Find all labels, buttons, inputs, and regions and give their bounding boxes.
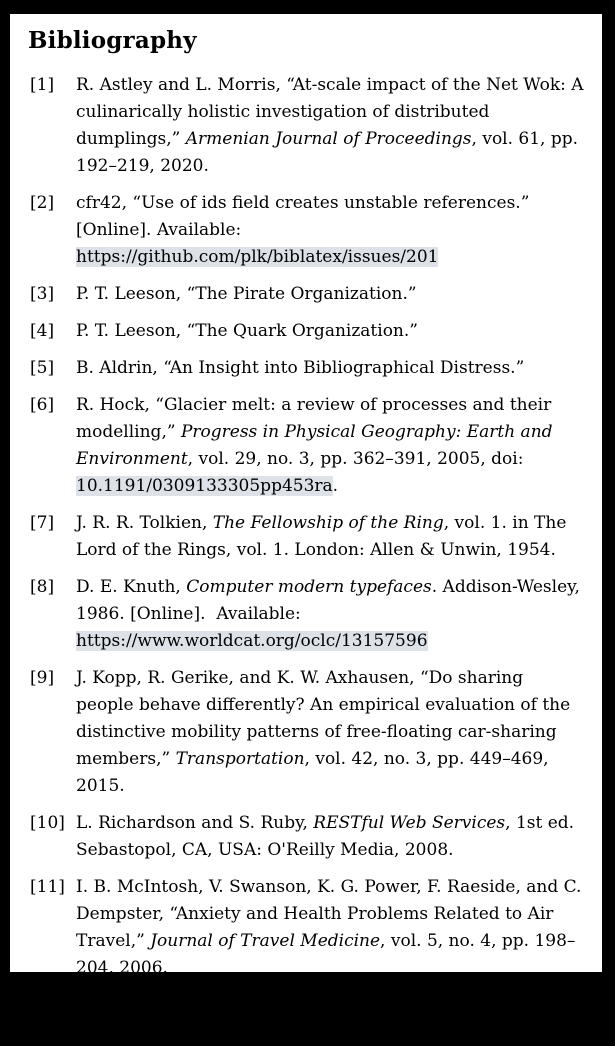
- reference-text: , 1st ed. Sebastopol, CA, USA: O'Reilly Media, 2008.: [76, 813, 580, 860]
- entry-number: [9]: [30, 668, 55, 688]
- entry-text: [76, 510, 584, 564]
- reference-text: R. Hock, “Glacier melt: a review of processes and their modelling,”: [76, 395, 557, 442]
- reference-text: P. T. Leeson, “The Pirate Organization.”: [76, 284, 417, 304]
- reference-text: , vol. 1. in The Lord of the Rings, vol. 1. London: Allen & Unwin, 1954.: [76, 513, 572, 560]
- entry-number: [8]: [30, 577, 55, 597]
- bibliography-entry: [30, 318, 588, 345]
- entry-text: [76, 281, 584, 308]
- reference-title-italic: Armenian Journal of Proceedings: [185, 129, 472, 149]
- bibliography-entry: [30, 392, 588, 500]
- bibliography-entry: [30, 810, 588, 864]
- entry-text: [76, 318, 584, 345]
- entry-number: [11]: [30, 877, 65, 897]
- entry-number: [4]: [30, 321, 55, 341]
- reference-title-italic: The Fellowship of the Ring: [212, 513, 444, 533]
- entry-text: [76, 810, 584, 864]
- entry-text: [76, 992, 584, 1046]
- bibliography-entry: [30, 992, 588, 1046]
- entry-text: [76, 72, 589, 180]
- reference-text: , vol. 61, pp. 192–219, 2020.: [76, 129, 584, 176]
- bibliography-entry: [30, 574, 588, 655]
- entry-text: [76, 665, 584, 800]
- reference-text: J. Kopp, R. Gerike, and K. W. Axhausen, “Do sharing people behave differently? An empirical evaluation of the distinctive mobility patterns of free-floating car-sharing members,”: [76, 668, 576, 769]
- bibliography-entry: [30, 190, 588, 271]
- bibliography-entry: [30, 510, 588, 564]
- reference-title-italic: Journal of Travel Medicine: [150, 931, 381, 951]
- reference-text: .: [332, 476, 339, 496]
- reference-title-italic: RESTful Web Services: [313, 813, 506, 833]
- entry-text: [76, 355, 584, 382]
- bibliography-entry: [30, 355, 588, 382]
- reference-text: , vol. 29, no. 3, pp. 362–391, 2005, doi:: [187, 449, 529, 469]
- reference-text: L. Richardson and S. Ruby,: [76, 813, 314, 833]
- reference-title-italic: Transportation: [175, 749, 305, 769]
- reference-text: . Addison-Wesley, 1986. [Online]. Available:: [76, 577, 586, 624]
- reference-text: D. E. Knuth,: [76, 577, 187, 597]
- reference-text: cfr42, “Use of ids field creates unstable references.” [Online]. Available:: [76, 193, 535, 240]
- page-title: Bibliography: [28, 27, 197, 54]
- entry-number: [5]: [30, 358, 55, 378]
- bibliography-entry: [30, 665, 588, 800]
- document-page: [10, 14, 602, 1042]
- reference-text: R. Astley and L. Morris, “At-scale impact of the Net Wok: A culinarically holistic investigation of distributed dumplings,”: [76, 75, 589, 149]
- reference-title-italic: The psychology of selling and advertising: [168, 995, 527, 1015]
- reference-text: E. Strong,: [76, 995, 169, 1015]
- reference-link[interactable]: https://www.worldcat.org/oclc/13157596: [76, 631, 428, 651]
- entry-text: [76, 392, 584, 500]
- entry-number: [6]: [30, 395, 55, 415]
- reference-title-italic: Computer modern typefaces: [186, 577, 432, 597]
- bibliography-entry: [30, 874, 588, 982]
- entry-number: [3]: [30, 284, 55, 304]
- entry-number: [1]: [30, 75, 55, 95]
- bibliography-entry: [30, 72, 588, 180]
- reference-title-italic: Progress in Physical Geography: Earth and Environment: [76, 422, 558, 469]
- entry-number: [10]: [30, 813, 65, 833]
- reference-link[interactable]: https://github.com/plk/biblatex/issues/201: [76, 247, 439, 267]
- reference-text: , vol. 5, no. 4, pp. 198–204, 2006.: [76, 931, 576, 978]
- bibliography-entry: [30, 281, 588, 308]
- entry-number: [2]: [30, 193, 55, 213]
- entry-text: [76, 190, 584, 271]
- reference-text: , vol. 42, no. 3, pp. 449–469, 2015.: [76, 749, 554, 796]
- reference-text: P. T. Leeson, “The Quark Organization.”: [76, 321, 418, 341]
- reference-text: I. B. McIntosh, V. Swanson, K. G. Power, F. Raeside, and C. Dempster, “Anxiety and Health Problems Related to Air Travel,”: [76, 877, 587, 951]
- entry-number: [12]: [30, 995, 65, 1015]
- reference-text: , 1st ed. New York, NY, USA: McGraw-Hill Book Co., 1925.: [76, 995, 570, 1042]
- entry-text: [76, 574, 584, 655]
- bibliography-list: [30, 72, 588, 1046]
- reference-text: B. Aldrin, “An Insight into Bibliographical Distress.”: [76, 358, 525, 378]
- entry-number: [7]: [30, 513, 55, 533]
- entry-text: [76, 874, 587, 982]
- reference-link[interactable]: 10.1191/0309133305pp453ra: [76, 476, 333, 496]
- reference-text: J. R. R. Tolkien,: [76, 513, 213, 533]
